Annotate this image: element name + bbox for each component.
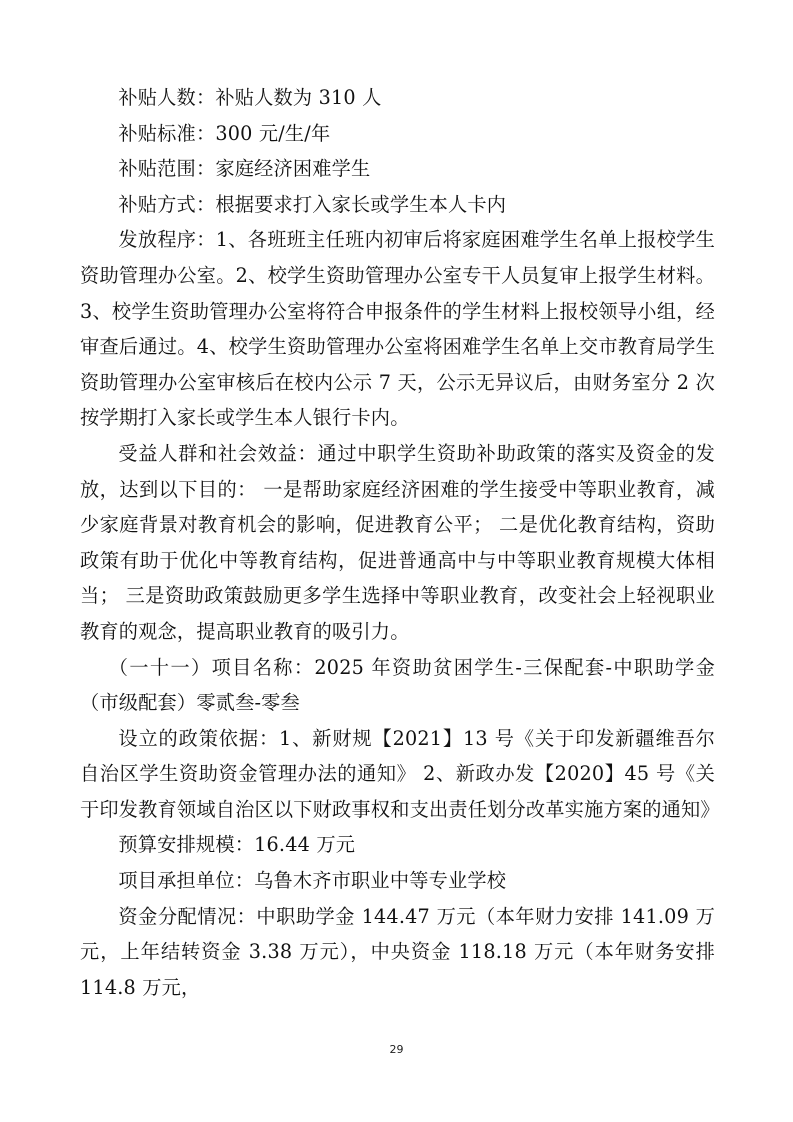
paragraph-budget-scale: 预算安排规模：16.44 万元	[118, 833, 356, 857]
paragraph-subsidy-scope: 补贴范围：家庭经济困难学生	[118, 157, 371, 181]
paragraph-policy-basis: 设立的政策依据：1、新财规【2021】13 号《关于印发新疆维吾尔自治区学生资助资金管理办法的通知》 2、新政办发【2020】45 号《关于印发教育领域自治区以下财政事权和支出责任划分改革实施方案的通知》	[80, 726, 720, 821]
paragraph-project-name: （一十一）项目名称：2025 年资助贫困学生-三保配套-中职助学金（市级配套）零贰叁-零叁	[80, 655, 715, 715]
paragraph-undertaking-unit: 项目承担单位：乌鲁木齐市职业中等专业学校	[118, 869, 507, 893]
paragraph-subsidy-standard: 补贴标准：300 元/生/年	[118, 121, 331, 145]
paragraph-fund-allocation: 资金分配情况：中职助学金 144.47 万元（本年财力安排 141.09 万元，上年结转资金 3.38 万元），中央资金 118.18 万元（本年财务安排 114.8 万元，	[80, 904, 715, 999]
paragraph-subsidy-method: 补贴方式：根据要求打入家长或学生本人卡内	[118, 192, 507, 216]
paragraph-beneficiaries: 受益人群和社会效益：通过中职学生资助补助政策的落实及资金的发放，达到以下目的： 一是帮助家庭经济困难的学生接受中等职业教育，减少家庭背景对教育机会的影响，促进教育公平； 二是优化教育结构，资助政策有助于优化中等教育结构，促进普通高中与中等职业教育规模大体相当； 三是资助政策鼓励更多学生选择中等职业教育，改变社会上轻视职业教育的观念，提高职业教育的吸引力。	[80, 441, 715, 643]
document-page	[80, 80, 720, 1005]
paragraph-distribution-procedure: 发放程序：1、各班班主任班内初审后将家庭困难学生名单上报校学生资助管理办公室。2、校学生资助管理办公室专干人员复审上报学生材料。3、校学生资助管理办公室将符合申报条件的学生材料上报校领导小组，经审查后通过。4、校学生资助管理办公室将困难学生名单上交市教育局学生资助管理办公室审核后在校内公示 7 天，公示无异议后，由财务室分 2 次按学期打入家长或学生本人银行卡内。	[80, 228, 715, 430]
paragraph-subsidy-count: 补贴人数：补贴人数为 310 人	[118, 86, 382, 109]
page-number: 29	[389, 1043, 404, 1056]
